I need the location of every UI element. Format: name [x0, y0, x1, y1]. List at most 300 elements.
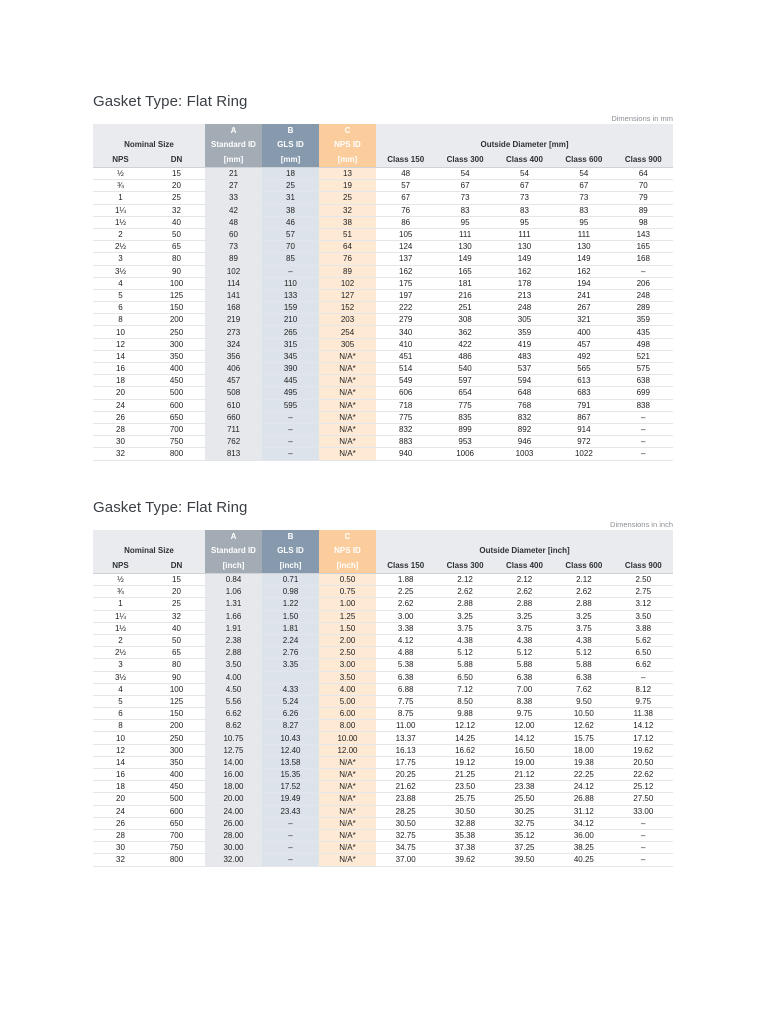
dn-header: DN — [148, 558, 205, 574]
nps-id-cell: N/A* — [319, 769, 376, 781]
nps-id-cell: 1.00 — [319, 598, 376, 610]
table-row — [93, 350, 673, 362]
dn-cell: 300 — [148, 744, 205, 756]
class-600-cell: 400 — [554, 326, 613, 338]
nps-cell: 10 — [93, 326, 148, 338]
class-150-cell: 410 — [376, 338, 435, 350]
class-600-cell: 3.25 — [554, 610, 613, 622]
table-row — [93, 387, 673, 399]
dn-cell: 650 — [148, 817, 205, 829]
class-150-cell: 175 — [376, 277, 435, 289]
dn-cell: 200 — [148, 314, 205, 326]
class-400-cell: 73 — [495, 192, 554, 204]
nps-id-cell: N/A* — [319, 817, 376, 829]
nps-id-cell: 305 — [319, 338, 376, 350]
class-150-cell: 30.50 — [376, 817, 435, 829]
class-300-cell: 422 — [435, 338, 494, 350]
class-150-cell: 451 — [376, 350, 435, 362]
nps-cell: 4 — [93, 277, 148, 289]
table-row — [93, 192, 673, 204]
class-300-cell: 32.88 — [435, 817, 494, 829]
nps-cell: 16 — [93, 363, 148, 375]
dn-cell: 90 — [148, 265, 205, 277]
class-900-cell: 2.75 — [614, 586, 673, 598]
class-600-cell: 3.75 — [554, 622, 613, 634]
outside-diameter-header: Outside Diameter [inch] — [376, 544, 673, 558]
class-300-cell: 308 — [435, 314, 494, 326]
standard-id-cell: 1.66 — [205, 610, 262, 622]
nps-cell: 24 — [93, 399, 148, 411]
class-900-cell: 9.75 — [614, 695, 673, 707]
standard-id-cell: 406 — [205, 363, 262, 375]
class-150-cell: 279 — [376, 314, 435, 326]
class-900-cell: 2.50 — [614, 574, 673, 586]
nps-id-cell: 2.50 — [319, 647, 376, 659]
class-900-cell: – — [614, 817, 673, 829]
nps-id-cell: N/A* — [319, 399, 376, 411]
class-400-cell: 12.00 — [495, 720, 554, 732]
class-300-cell: 835 — [435, 411, 494, 423]
class-900-cell: 14.12 — [614, 720, 673, 732]
table-row — [93, 634, 673, 646]
gls-id-cell: 8.27 — [262, 720, 319, 732]
class-300-cell: 149 — [435, 253, 494, 265]
standard-id-cell: 2.88 — [205, 647, 262, 659]
class-150-cell: 76 — [376, 204, 435, 216]
class-600-cell: 111 — [554, 228, 613, 240]
class-900-cell: 435 — [614, 326, 673, 338]
nps-cell: 32 — [93, 448, 148, 460]
class-150-cell: 883 — [376, 436, 435, 448]
class-900-cell: 25.12 — [614, 781, 673, 793]
class-400-cell: 832 — [495, 411, 554, 423]
table-row — [93, 781, 673, 793]
dn-cell: 50 — [148, 634, 205, 646]
dn-cell: 750 — [148, 436, 205, 448]
dn-cell: 15 — [148, 168, 205, 180]
class-300-cell: 775 — [435, 399, 494, 411]
class-150-cell: 940 — [376, 448, 435, 460]
nps-cell: 1 — [93, 192, 148, 204]
gls-id-cell: – — [262, 423, 319, 435]
nps-cell: ¾ — [93, 180, 148, 192]
class-300-cell: 73 — [435, 192, 494, 204]
class-150-cell: 514 — [376, 363, 435, 375]
class-400-cell: 537 — [495, 363, 554, 375]
standard-id-cell: 21 — [205, 168, 262, 180]
nps-id-cell: 2.00 — [319, 634, 376, 646]
column-letter-c: C — [319, 530, 376, 544]
class-600-header: Class 600 — [554, 152, 613, 168]
gls-id-cell: 265 — [262, 326, 319, 338]
class-600-cell: 683 — [554, 387, 613, 399]
column-letter-a: A — [205, 530, 262, 544]
standard-id-cell: 2.38 — [205, 634, 262, 646]
nps-cell: 2½ — [93, 241, 148, 253]
class-600-cell: 1022 — [554, 448, 613, 460]
nps-id-cell: 64 — [319, 241, 376, 253]
class-900-cell: 638 — [614, 375, 673, 387]
class-400-cell: 419 — [495, 338, 554, 350]
nps-id-cell: N/A* — [319, 829, 376, 841]
nps-id-cell: 254 — [319, 326, 376, 338]
dn-cell: 500 — [148, 387, 205, 399]
class-400-cell: 16.50 — [495, 744, 554, 756]
dn-cell: 65 — [148, 241, 205, 253]
table-row — [93, 241, 673, 253]
nps-id-cell: 0.75 — [319, 586, 376, 598]
dn-cell: 600 — [148, 399, 205, 411]
table-row — [93, 436, 673, 448]
class-400-cell: 359 — [495, 326, 554, 338]
outside-diameter-header: Outside Diameter [mm] — [376, 138, 673, 152]
class-300-cell: 899 — [435, 423, 494, 435]
class-900-cell: – — [614, 423, 673, 435]
class-150-cell: 57 — [376, 180, 435, 192]
class-900-cell: 64 — [614, 168, 673, 180]
class-600-cell: 791 — [554, 399, 613, 411]
class-900-cell: 6.62 — [614, 659, 673, 671]
class-400-cell: 946 — [495, 436, 554, 448]
class-400-cell: 32.75 — [495, 817, 554, 829]
gls-id-cell: 85 — [262, 253, 319, 265]
standard-id-cell: 20.00 — [205, 793, 262, 805]
standard-id-cell: 1.91 — [205, 622, 262, 634]
nps-id-cell: N/A* — [319, 781, 376, 793]
class-600-cell: 22.25 — [554, 769, 613, 781]
class-150-cell: 775 — [376, 411, 435, 423]
class-150-cell: 2.25 — [376, 586, 435, 598]
gls-id-cell: – — [262, 411, 319, 423]
class-600-cell: 19.38 — [554, 756, 613, 768]
dn-cell: 20 — [148, 180, 205, 192]
table-row — [93, 854, 673, 866]
nps-cell: 2½ — [93, 647, 148, 659]
table-row — [93, 842, 673, 854]
class-400-cell: 130 — [495, 241, 554, 253]
nps-id-cell: N/A* — [319, 387, 376, 399]
class-900-cell: 33.00 — [614, 805, 673, 817]
class-300-cell: 2.62 — [435, 586, 494, 598]
nps-id-cell: N/A* — [319, 350, 376, 362]
class-600-cell: 10.50 — [554, 708, 613, 720]
class-150-cell: 6.38 — [376, 671, 435, 683]
table-row — [93, 574, 673, 586]
standard-id-cell: 60 — [205, 228, 262, 240]
class-150-cell: 718 — [376, 399, 435, 411]
table-row — [93, 326, 673, 338]
nps-id-cell: 10.00 — [319, 732, 376, 744]
class-400-cell: 25.50 — [495, 793, 554, 805]
standard-id-cell: 356 — [205, 350, 262, 362]
table-row — [93, 314, 673, 326]
standard-id-cell: 8.62 — [205, 720, 262, 732]
class-400-cell: 7.00 — [495, 683, 554, 695]
class-400-cell: 5.88 — [495, 659, 554, 671]
gls-id-cell: – — [262, 436, 319, 448]
class-300-header: Class 300 — [435, 152, 494, 168]
dn-cell: 400 — [148, 769, 205, 781]
class-300-cell: 654 — [435, 387, 494, 399]
gls-id-cell: 110 — [262, 277, 319, 289]
gls-id-cell: 1.22 — [262, 598, 319, 610]
class-150-cell: 606 — [376, 387, 435, 399]
class-150-cell: 340 — [376, 326, 435, 338]
class-400-cell: 6.38 — [495, 671, 554, 683]
class-900-cell: 17.12 — [614, 732, 673, 744]
dn-cell: 700 — [148, 423, 205, 435]
standard-id-cell: 10.75 — [205, 732, 262, 744]
nps-cell: ½ — [93, 574, 148, 586]
table-row — [93, 732, 673, 744]
nps-id-cell: 1.50 — [319, 622, 376, 634]
class-400-cell: 768 — [495, 399, 554, 411]
standard-id-cell: 4.50 — [205, 683, 262, 695]
standard-id-cell: 24.00 — [205, 805, 262, 817]
table-row — [93, 399, 673, 411]
nps-id-cell: N/A* — [319, 756, 376, 768]
nps-cell: 2 — [93, 228, 148, 240]
table-body — [93, 168, 673, 461]
nps-id-cell: 0.50 — [319, 574, 376, 586]
dn-cell: 125 — [148, 289, 205, 301]
unit-label: [inch] — [205, 558, 262, 574]
class-300-cell: 165 — [435, 265, 494, 277]
class-600-cell: 321 — [554, 314, 613, 326]
class-300-cell: 37.38 — [435, 842, 494, 854]
nps-cell: 30 — [93, 436, 148, 448]
table-row — [93, 289, 673, 301]
standard-id-cell: 16.00 — [205, 769, 262, 781]
class-300-cell: 35.38 — [435, 829, 494, 841]
class-600-cell: 9.50 — [554, 695, 613, 707]
class-150-cell: 67 — [376, 192, 435, 204]
gls-id-cell: – — [262, 448, 319, 460]
gls-id-cell: – — [262, 817, 319, 829]
class-600-cell: 54 — [554, 168, 613, 180]
gls-id-cell: 23.43 — [262, 805, 319, 817]
class-150-cell: 86 — [376, 216, 435, 228]
standard-id-cell: 102 — [205, 265, 262, 277]
nps-cell: 24 — [93, 805, 148, 817]
class-400-cell: 14.12 — [495, 732, 554, 744]
class-150-cell: 17.75 — [376, 756, 435, 768]
standard-id-cell: 73 — [205, 241, 262, 253]
nps-cell: 5 — [93, 695, 148, 707]
table-row — [93, 586, 673, 598]
nps-cell: 18 — [93, 375, 148, 387]
table-row — [93, 805, 673, 817]
nps-header: NPS — [93, 558, 148, 574]
standard-id-cell: 813 — [205, 448, 262, 460]
gls-id-cell: 133 — [262, 289, 319, 301]
table-row — [93, 228, 673, 240]
table-row — [93, 277, 673, 289]
class-300-cell: 597 — [435, 375, 494, 387]
table-row — [93, 253, 673, 265]
class-300-cell: 1006 — [435, 448, 494, 460]
table-row — [93, 411, 673, 423]
standard-id-cell: 324 — [205, 338, 262, 350]
nps-cell: 3 — [93, 253, 148, 265]
standard-id-cell: 89 — [205, 253, 262, 265]
class-300-cell: 6.50 — [435, 671, 494, 683]
table-row — [93, 671, 673, 683]
dn-cell: 100 — [148, 277, 205, 289]
class-150-cell: 3.00 — [376, 610, 435, 622]
nps-id-cell: N/A* — [319, 363, 376, 375]
nps-id-header: NPS ID — [319, 544, 376, 558]
class-300-cell: 39.62 — [435, 854, 494, 866]
class-900-cell: – — [614, 842, 673, 854]
class-600-cell: 130 — [554, 241, 613, 253]
nps-cell: 4 — [93, 683, 148, 695]
nps-cell: 1 — [93, 598, 148, 610]
class-300-cell: 486 — [435, 350, 494, 362]
class-900-header: Class 900 — [614, 152, 673, 168]
gls-id-cell: 1.81 — [262, 622, 319, 634]
nps-header: NPS — [93, 152, 148, 168]
gls-id-cell: – — [262, 842, 319, 854]
nps-cell: 6 — [93, 302, 148, 314]
standard-id-cell: 48 — [205, 216, 262, 228]
class-900-cell: 20.50 — [614, 756, 673, 768]
class-600-cell: 73 — [554, 192, 613, 204]
class-600-cell: 914 — [554, 423, 613, 435]
gasket-table-inch-section — [93, 498, 673, 867]
header-spacer — [93, 124, 205, 138]
nps-cell: 20 — [93, 793, 148, 805]
class-150-cell: 4.12 — [376, 634, 435, 646]
class-300-cell: 25.75 — [435, 793, 494, 805]
nps-id-cell: 8.00 — [319, 720, 376, 732]
nps-id-cell: 51 — [319, 228, 376, 240]
class-300-cell: 362 — [435, 326, 494, 338]
table-title: Gasket Type: Flat Ring — [93, 499, 248, 516]
nps-cell: 2 — [93, 634, 148, 646]
dn-cell: 65 — [148, 647, 205, 659]
nps-id-cell: 76 — [319, 253, 376, 265]
class-150-cell: 20.25 — [376, 769, 435, 781]
dn-cell: 350 — [148, 350, 205, 362]
dn-cell: 80 — [148, 659, 205, 671]
gls-id-cell: 57 — [262, 228, 319, 240]
class-900-cell: 359 — [614, 314, 673, 326]
class-300-cell: 5.12 — [435, 647, 494, 659]
class-400-cell: 483 — [495, 350, 554, 362]
class-300-cell: 16.62 — [435, 744, 494, 756]
nps-id-header: NPS ID — [319, 138, 376, 152]
nps-cell: 10 — [93, 732, 148, 744]
class-400-cell: 594 — [495, 375, 554, 387]
gls-id-cell: 345 — [262, 350, 319, 362]
dn-header: DN — [148, 152, 205, 168]
class-900-cell: 838 — [614, 399, 673, 411]
gls-id-cell: 0.98 — [262, 586, 319, 598]
gls-id-cell: – — [262, 265, 319, 277]
gls-id-cell: 2.24 — [262, 634, 319, 646]
dn-cell: 450 — [148, 375, 205, 387]
class-900-cell: 575 — [614, 363, 673, 375]
nps-cell: 16 — [93, 769, 148, 781]
nps-cell: 30 — [93, 842, 148, 854]
nps-id-cell: 3.50 — [319, 671, 376, 683]
table-row — [93, 756, 673, 768]
class-600-cell: 18.00 — [554, 744, 613, 756]
class-150-cell: 16.13 — [376, 744, 435, 756]
class-600-cell: 565 — [554, 363, 613, 375]
class-300-cell: 7.12 — [435, 683, 494, 695]
nps-id-cell: N/A* — [319, 436, 376, 448]
class-900-cell: 19.62 — [614, 744, 673, 756]
class-400-cell: 1003 — [495, 448, 554, 460]
table-row — [93, 363, 673, 375]
table-row — [93, 793, 673, 805]
class-600-cell: 67 — [554, 180, 613, 192]
nps-cell: 26 — [93, 411, 148, 423]
dn-cell: 100 — [148, 683, 205, 695]
class-400-cell: 305 — [495, 314, 554, 326]
standard-id-cell: 141 — [205, 289, 262, 301]
standard-id-header: Standard ID — [205, 138, 262, 152]
gls-id-cell: 390 — [262, 363, 319, 375]
class-300-cell: 3.25 — [435, 610, 494, 622]
dn-cell: 40 — [148, 216, 205, 228]
nps-id-cell: N/A* — [319, 423, 376, 435]
dn-cell: 350 — [148, 756, 205, 768]
standard-id-cell: 660 — [205, 411, 262, 423]
standard-id-cell: 27 — [205, 180, 262, 192]
nps-id-cell: N/A* — [319, 375, 376, 387]
gls-id-cell: 31 — [262, 192, 319, 204]
class-150-cell: 124 — [376, 241, 435, 253]
table-row — [93, 659, 673, 671]
standard-id-cell: 5.56 — [205, 695, 262, 707]
class-150-cell: 3.38 — [376, 622, 435, 634]
unit-label: [mm] — [319, 152, 376, 168]
nps-cell: 3 — [93, 659, 148, 671]
class-150-cell: 5.38 — [376, 659, 435, 671]
dn-cell: 800 — [148, 448, 205, 460]
class-150-cell: 13.37 — [376, 732, 435, 744]
dn-cell: 400 — [148, 363, 205, 375]
standard-id-cell: 32.00 — [205, 854, 262, 866]
class-300-cell: 3.75 — [435, 622, 494, 634]
table-body — [93, 574, 673, 867]
dn-cell: 32 — [148, 610, 205, 622]
nps-cell: 8 — [93, 314, 148, 326]
gls-id-header: GLS ID — [262, 544, 319, 558]
class-400-cell: 9.75 — [495, 708, 554, 720]
dn-cell: 300 — [148, 338, 205, 350]
class-300-cell: 111 — [435, 228, 494, 240]
nps-id-cell: 152 — [319, 302, 376, 314]
header-spacer — [376, 124, 673, 138]
class-400-cell: 3.25 — [495, 610, 554, 622]
dn-cell: 15 — [148, 574, 205, 586]
table-row — [93, 708, 673, 720]
class-400-cell: 892 — [495, 423, 554, 435]
class-400-cell: 8.38 — [495, 695, 554, 707]
class-900-cell: 79 — [614, 192, 673, 204]
class-600-cell: 2.88 — [554, 598, 613, 610]
class-900-cell: 248 — [614, 289, 673, 301]
dn-cell: 80 — [148, 253, 205, 265]
column-letter-b: B — [262, 530, 319, 544]
class-600-cell: 15.75 — [554, 732, 613, 744]
nps-cell: 3½ — [93, 265, 148, 277]
class-900-cell: – — [614, 448, 673, 460]
